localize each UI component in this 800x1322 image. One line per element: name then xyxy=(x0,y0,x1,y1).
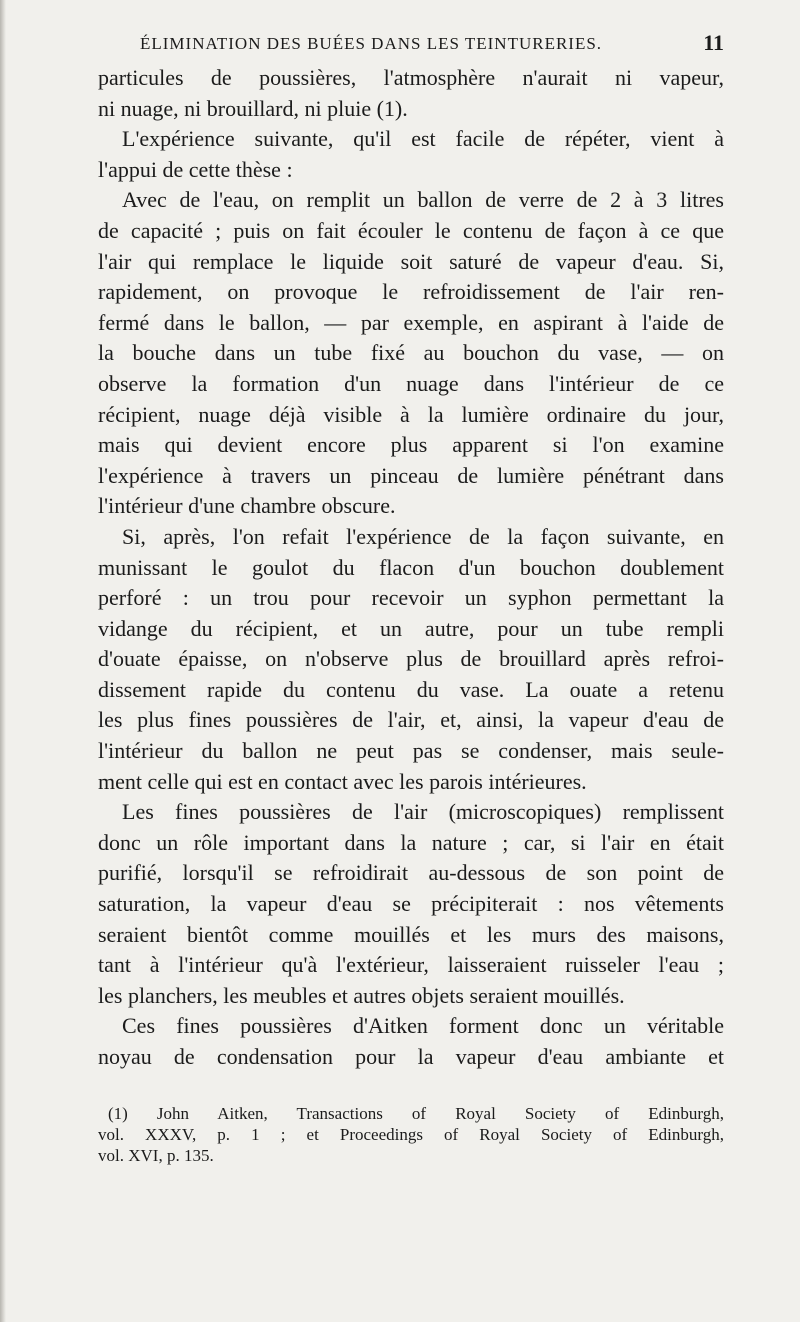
page-number: 11 xyxy=(703,30,724,55)
text-line: d'ouate épaisse, on n'observe plus de brouillard après refroi- xyxy=(98,646,724,672)
text-line: noyau de condensation pour la vapeur d'eau ambiante et xyxy=(98,1044,724,1069)
footnote-line: (1) John Aitken, Transactions of Royal Society of Edinburgh, xyxy=(108,1104,724,1123)
footnote-line: vol. XXXV, p. 1 ; et Proceedings of Royal Society of Edinburgh, xyxy=(98,1125,724,1144)
text-line: l'air qui remplace le liquide soit saturé de vapeur d'eau. Si, xyxy=(98,248,724,274)
text-line: Les fines poussières de l'air (microscopiques) remplissent xyxy=(122,799,724,825)
text-line: perforé : un trou pour recevoir un syphon permettant la xyxy=(98,585,724,611)
text-line: observe la formation d'un nuage dans l'intérieur de ce xyxy=(98,370,724,396)
running-head xyxy=(98,32,724,56)
text-line: l'expérience à travers un pinceau de lumière pénétrant dans xyxy=(98,462,724,488)
text-line: Si, après, l'on refait l'expérience de la façon suivante, en xyxy=(122,523,724,549)
text-line: récipient, nuage déjà visible à la lumière ordinaire du jour, xyxy=(98,401,724,427)
text-line: la bouche dans un tube fixé au bouchon du vase, — on xyxy=(98,340,724,366)
text-line: ment celle qui est en contact avec les parois intérieures. xyxy=(98,768,587,794)
running-title: ÉLIMINATION DES BUÉES DANS LES TEINTURERIES. xyxy=(140,34,603,53)
text-line: saturation, la vapeur d'eau se précipiterait : nos vêtements xyxy=(98,891,724,917)
footnotes xyxy=(98,1103,724,1166)
text-line: purifié, lorsqu'il se refroidirait au-dessous de son point de xyxy=(98,860,724,886)
text-line: munissant le goulot du flacon d'un bouchon doublement xyxy=(98,554,724,580)
text-line: les plus fines poussières de l'air, et, ainsi, la vapeur d'eau de xyxy=(98,707,724,733)
text-line: l'intérieur d'une chambre obscure. xyxy=(98,493,396,519)
text-line: de capacité ; puis on fait écouler le contenu de façon à ce que xyxy=(98,217,724,243)
text-line: Ces fines poussières d'Aitken forment donc un véritable xyxy=(122,1013,724,1039)
text-line: fermé dans le ballon, — par exemple, en aspirant à l'aide de xyxy=(98,309,724,335)
text-line: l'appui de cette thèse : xyxy=(98,156,293,182)
footnote-line: vol. XVI, p. 135. xyxy=(98,1146,214,1165)
body-text xyxy=(98,63,724,1073)
text-line: ni nuage, ni brouillard, ni pluie (1). xyxy=(98,95,408,121)
text-line: tant à l'intérieur qu'à l'extérieur, laisseraient ruisseler l'eau ; xyxy=(98,952,724,978)
text-line: rapidement, on provoque le refroidissement de l'air ren- xyxy=(98,279,724,305)
text-line: dissement rapide du contenu du vase. La ouate a retenu xyxy=(98,676,724,702)
text-line: Avec de l'eau, on remplit un ballon de verre de 2 à 3 litres xyxy=(122,187,724,213)
text-line: l'intérieur du ballon ne peut pas se condenser, mais seule- xyxy=(98,738,724,764)
text-line: vidange du récipient, et un autre, pour un tube rempli xyxy=(98,615,724,641)
text-line: les planchers, les meubles et autres objets seraient mouillés. xyxy=(98,982,625,1008)
text-line: L'expérience suivante, qu'il est facile de répéter, vient à xyxy=(122,126,724,152)
text-line: particules de poussières, l'atmosphère n'aurait ni vapeur, xyxy=(98,65,724,90)
text-line: donc un rôle important dans la nature ; car, si l'air en était xyxy=(98,829,724,855)
text-line: mais qui devient encore plus apparent si l'on examine xyxy=(98,432,724,458)
page-binding-shadow xyxy=(0,0,6,1322)
text-line: seraient bientôt comme mouillés et les murs des maisons, xyxy=(98,921,724,947)
